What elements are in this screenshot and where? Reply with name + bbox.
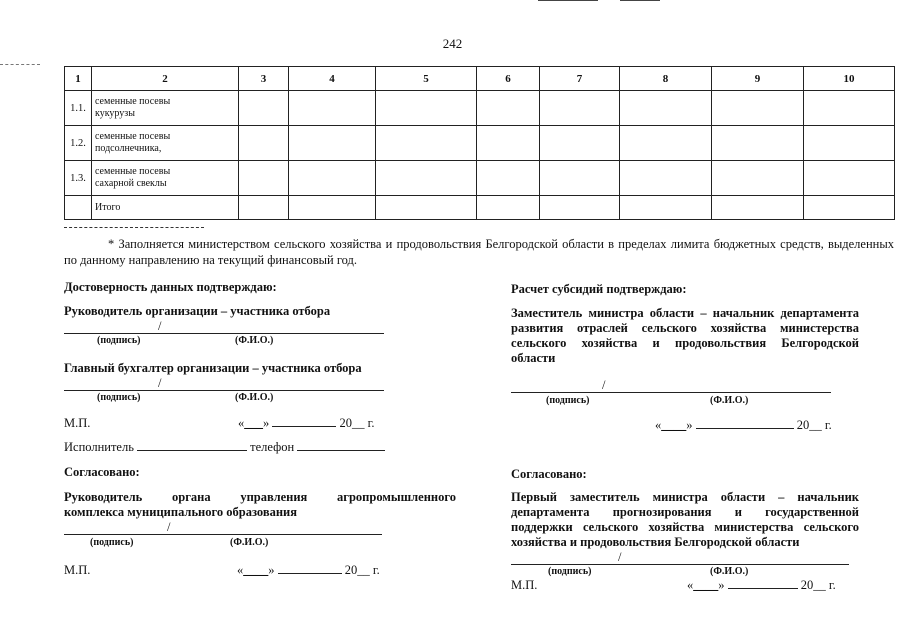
row-number: 1.3. (65, 161, 92, 196)
table-cell[interactable] (376, 196, 477, 220)
header-cell: 1 (65, 67, 92, 91)
deputy-title-line1: Заместитель министра области – начальник департамента (511, 306, 859, 320)
signature-label: (подпись) (548, 566, 592, 577)
mp-label: М.П. (511, 578, 538, 592)
table-row (65, 126, 895, 161)
first-deputy-line1: Первый заместитель министра области – начальник (511, 490, 859, 504)
header-cell: 10 (804, 67, 895, 91)
head-title: Руководитель организации – участника отбора (64, 304, 331, 318)
first-deputy-signature-line[interactable] (511, 564, 849, 565)
deputy-signature-line[interactable] (511, 392, 831, 393)
table-cell[interactable] (477, 196, 540, 220)
table-cell[interactable] (376, 126, 477, 161)
row-number: 1.1. (65, 91, 92, 126)
signature-label: (подпись) (90, 537, 134, 548)
slash: / (158, 319, 162, 333)
first-deputy-line4: хозяйства и продовольствия Белгородской области (511, 535, 800, 549)
slash: / (158, 376, 162, 390)
table-cell[interactable] (712, 196, 804, 220)
table-row (65, 91, 895, 126)
date-field[interactable]: «___» 20__ г. (238, 416, 375, 430)
row-name: семенные посевы сахарной свеклы (92, 161, 239, 196)
signature-label: (подпись) (97, 392, 141, 403)
row-name: Итого (92, 196, 239, 220)
fio-label: (Ф.И.О.) (710, 566, 749, 577)
agreed-heading: Согласовано: (64, 465, 140, 479)
footnote-separator (64, 227, 204, 228)
table-cell[interactable] (712, 91, 804, 126)
slash: / (618, 550, 622, 564)
table-cell[interactable] (239, 161, 289, 196)
header-cell: 6 (477, 67, 540, 91)
subsidy-confirm-heading: Расчет субсидий подтверждаю: (511, 282, 687, 296)
top-edge-line (538, 0, 598, 1)
first-deputy-line3: поддержки сельского хозяйства министерства сельского (511, 520, 859, 534)
table-cell[interactable] (477, 126, 540, 161)
header-cell: 8 (620, 67, 712, 91)
table-cell[interactable] (712, 161, 804, 196)
agro-title-line1: Руководитель органа управления агропромышленного (64, 490, 456, 504)
table-cell[interactable] (804, 126, 895, 161)
table-cell[interactable] (620, 126, 712, 161)
header-cell: 3 (239, 67, 289, 91)
table-cell[interactable] (540, 91, 620, 126)
table-cell[interactable] (289, 126, 376, 161)
table-cell[interactable] (376, 91, 477, 126)
accountant-title: Главный бухгалтер организации – участника отбора (64, 361, 362, 375)
table-cell[interactable] (712, 126, 804, 161)
table-cell[interactable] (540, 196, 620, 220)
header-cell: 4 (289, 67, 376, 91)
slash: / (167, 520, 171, 534)
top-edge-line (620, 0, 660, 1)
head-signature-line[interactable] (64, 333, 384, 334)
mp-label: М.П. (64, 416, 91, 430)
table-cell[interactable] (289, 196, 376, 220)
confirm-heading: Достоверность данных подтверждаю: (64, 280, 277, 294)
mp-label: М.П. (64, 563, 91, 577)
footnote-text: * Заполняется министерством сельского хозяйства и продовольствия Белгородской области в пределах лимита бюджетных средств, выделенных по данному направлению на текущий финансовый год. (64, 237, 894, 267)
table-cell[interactable] (289, 91, 376, 126)
table-cell[interactable] (540, 161, 620, 196)
table-cell[interactable] (804, 196, 895, 220)
row-number (65, 196, 92, 220)
first-deputy-line2: департамента прогнозирования и государственной (511, 505, 859, 519)
date-field[interactable]: «____» 20__ г. (687, 578, 836, 592)
agreed-heading: Согласовано: (511, 467, 587, 481)
header-cell: 5 (376, 67, 477, 91)
table-cell[interactable] (289, 161, 376, 196)
table-cell[interactable] (477, 161, 540, 196)
accountant-signature-line[interactable] (64, 390, 384, 391)
subsidy-table (64, 66, 895, 220)
fio-label: (Ф.И.О.) (710, 395, 749, 406)
table-header-row (65, 67, 895, 91)
table-row (65, 161, 895, 196)
table-cell[interactable] (376, 161, 477, 196)
deputy-title-line3: сельского хозяйства и продовольствия Белгородской (511, 336, 859, 350)
table-cell[interactable] (804, 161, 895, 196)
deputy-title-line4: области (511, 351, 556, 365)
signature-label: (подпись) (97, 335, 141, 346)
page-number: 242 (442, 36, 463, 51)
row-name: семенные посевы кукурузы (92, 91, 239, 126)
table-cell[interactable] (239, 91, 289, 126)
slash: / (602, 378, 606, 392)
signature-label: (подпись) (546, 395, 590, 406)
table-cell[interactable] (239, 196, 289, 220)
table-cell[interactable] (620, 91, 712, 126)
executor-field[interactable]: Исполнитель телефон (64, 440, 385, 455)
fio-label: (Ф.И.О.) (230, 537, 269, 548)
table-cell[interactable] (477, 91, 540, 126)
agro-title-line2: комплекса муниципального образования (64, 505, 298, 519)
table-cell[interactable] (620, 161, 712, 196)
date-field[interactable]: «____» 20__ г. (655, 418, 832, 432)
date-field[interactable]: «____» 20__ г. (237, 563, 380, 577)
row-name: семенные посевы подсолнечника, (92, 126, 239, 161)
header-cell: 9 (712, 67, 804, 91)
deputy-title-line2: развития отраслей сельского хозяйства министерства (511, 321, 859, 335)
fio-label: (Ф.И.О.) (235, 392, 274, 403)
table-total-row (65, 196, 895, 220)
table-cell[interactable] (620, 196, 712, 220)
header-cell: 2 (92, 67, 239, 91)
header-cell: 7 (540, 67, 620, 91)
fio-label: (Ф.И.О.) (235, 335, 274, 346)
left-edge-line (0, 64, 40, 65)
table-cell[interactable] (239, 126, 289, 161)
table-cell[interactable] (540, 126, 620, 161)
table-cell[interactable] (804, 91, 895, 126)
row-number: 1.2. (65, 126, 92, 161)
agro-signature-line[interactable] (64, 534, 382, 535)
